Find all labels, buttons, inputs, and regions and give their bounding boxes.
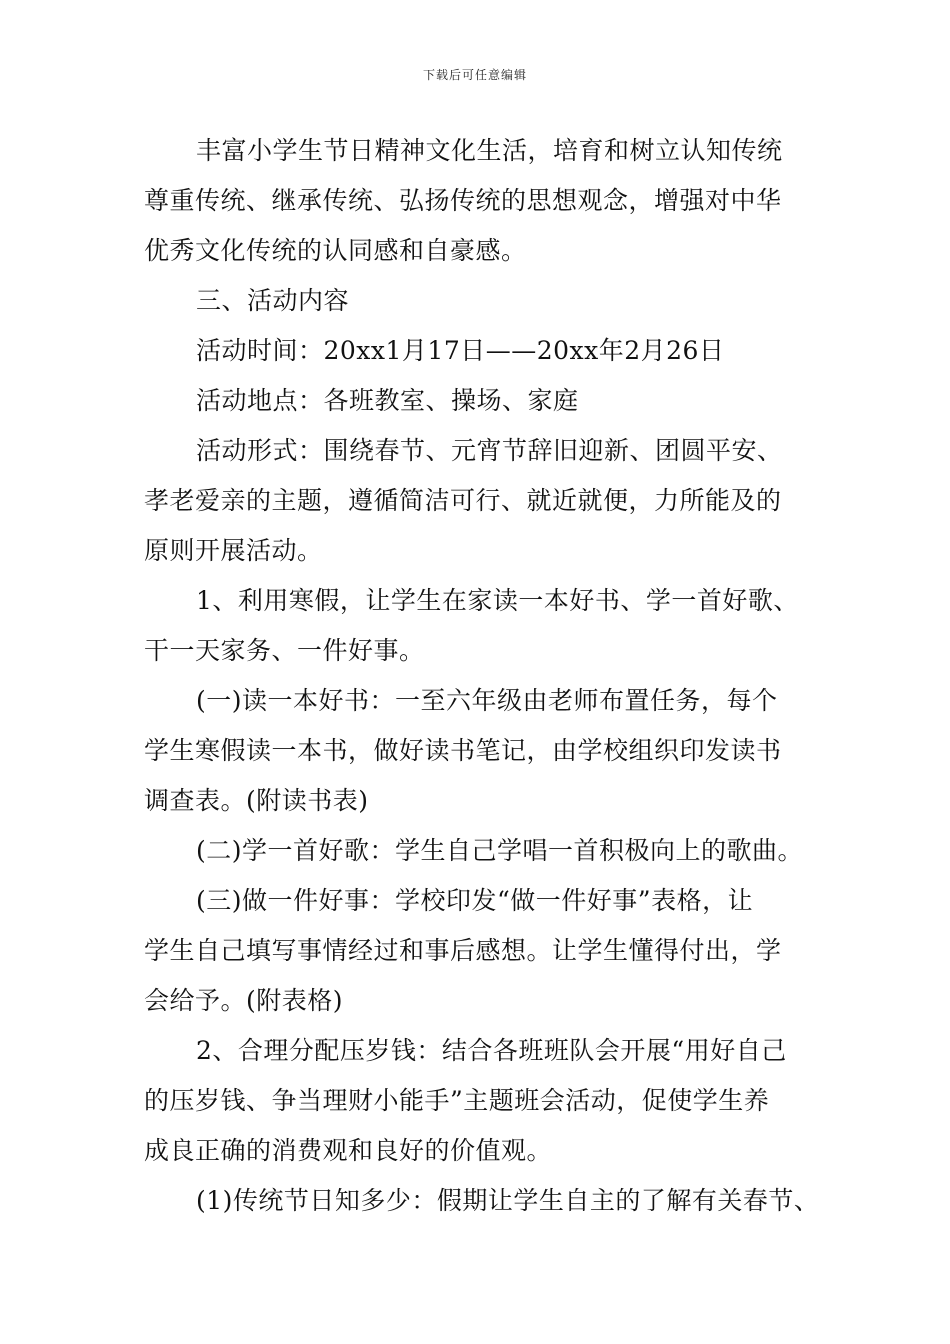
text-line: (一)读一本好书：一至六年级由老师布置任务，每个 [196,686,778,715]
text-line: (三)做一件好事：学校印发“做一件好事”表格，让 [196,886,754,915]
text-line: 会给予。(附表格) [144,986,344,1015]
paragraph [144,826,812,876]
paragraph [144,326,812,376]
header-note: 下载后可任意编辑 [422,68,527,82]
text-line: 活动时间：20xx1月17日——20xx年2月26日 [196,336,725,365]
text-line: 调查表。(附读书表) [144,786,369,815]
text-line: 的压岁钱、争当理财小能手”主题班会活动，促使学生养 [144,1086,770,1115]
text-line: 活动形式：围绕春节、元宵节辞旧迎新、团圆平安、 [196,436,783,465]
document-body [144,126,820,1226]
text-line: (1)传统节日知多少：假期让学生自主的了解有关春节、 [196,1186,820,1215]
text-line: 2、合理分配压岁钱：结合各班班队会开展“用好自己 [196,1036,787,1065]
text-line: 原则开展活动。 [144,536,323,565]
text-line: 活动地点：各班教室、操场、家庭 [196,386,579,415]
text-line: 1、利用寒假，让学生在家读一本好书、学一首好歌、 [196,586,799,615]
paragraph [144,126,812,276]
text-line: 优秀文化传统的认同感和自豪感。 [144,236,527,265]
paragraph [144,876,812,1026]
text-line: 干一天家务、一件好事。 [144,636,425,665]
text-line: 成良正确的消费观和良好的价值观。 [144,1136,553,1165]
paragraph [144,1176,820,1226]
paragraph [144,426,812,576]
paragraph [144,376,812,426]
text-line: 尊重传统、继承传统、弘扬传统的思想观念，增强对中华 [144,186,782,215]
text-line: 孝老爱亲的主题，遵循简洁可行、就近就便，力所能及的 [144,486,782,515]
paragraph [144,576,812,676]
text-line: 丰富小学生节日精神文化生活，培育和树立认知传统 [196,136,783,165]
paragraph [144,676,812,826]
text-line: 学生自己填写事情经过和事后感想。让学生懂得付出，学 [144,936,782,965]
text-line: 学生寒假读一本书，做好读书笔记，由学校组织印发读书 [144,736,782,765]
text-line: (二)学一首好歌：学生自己学唱一首积极向上的歌曲。 [196,836,804,865]
section-heading [144,276,812,326]
text-line: 三、活动内容 [196,286,350,315]
paragraph [144,1026,812,1176]
